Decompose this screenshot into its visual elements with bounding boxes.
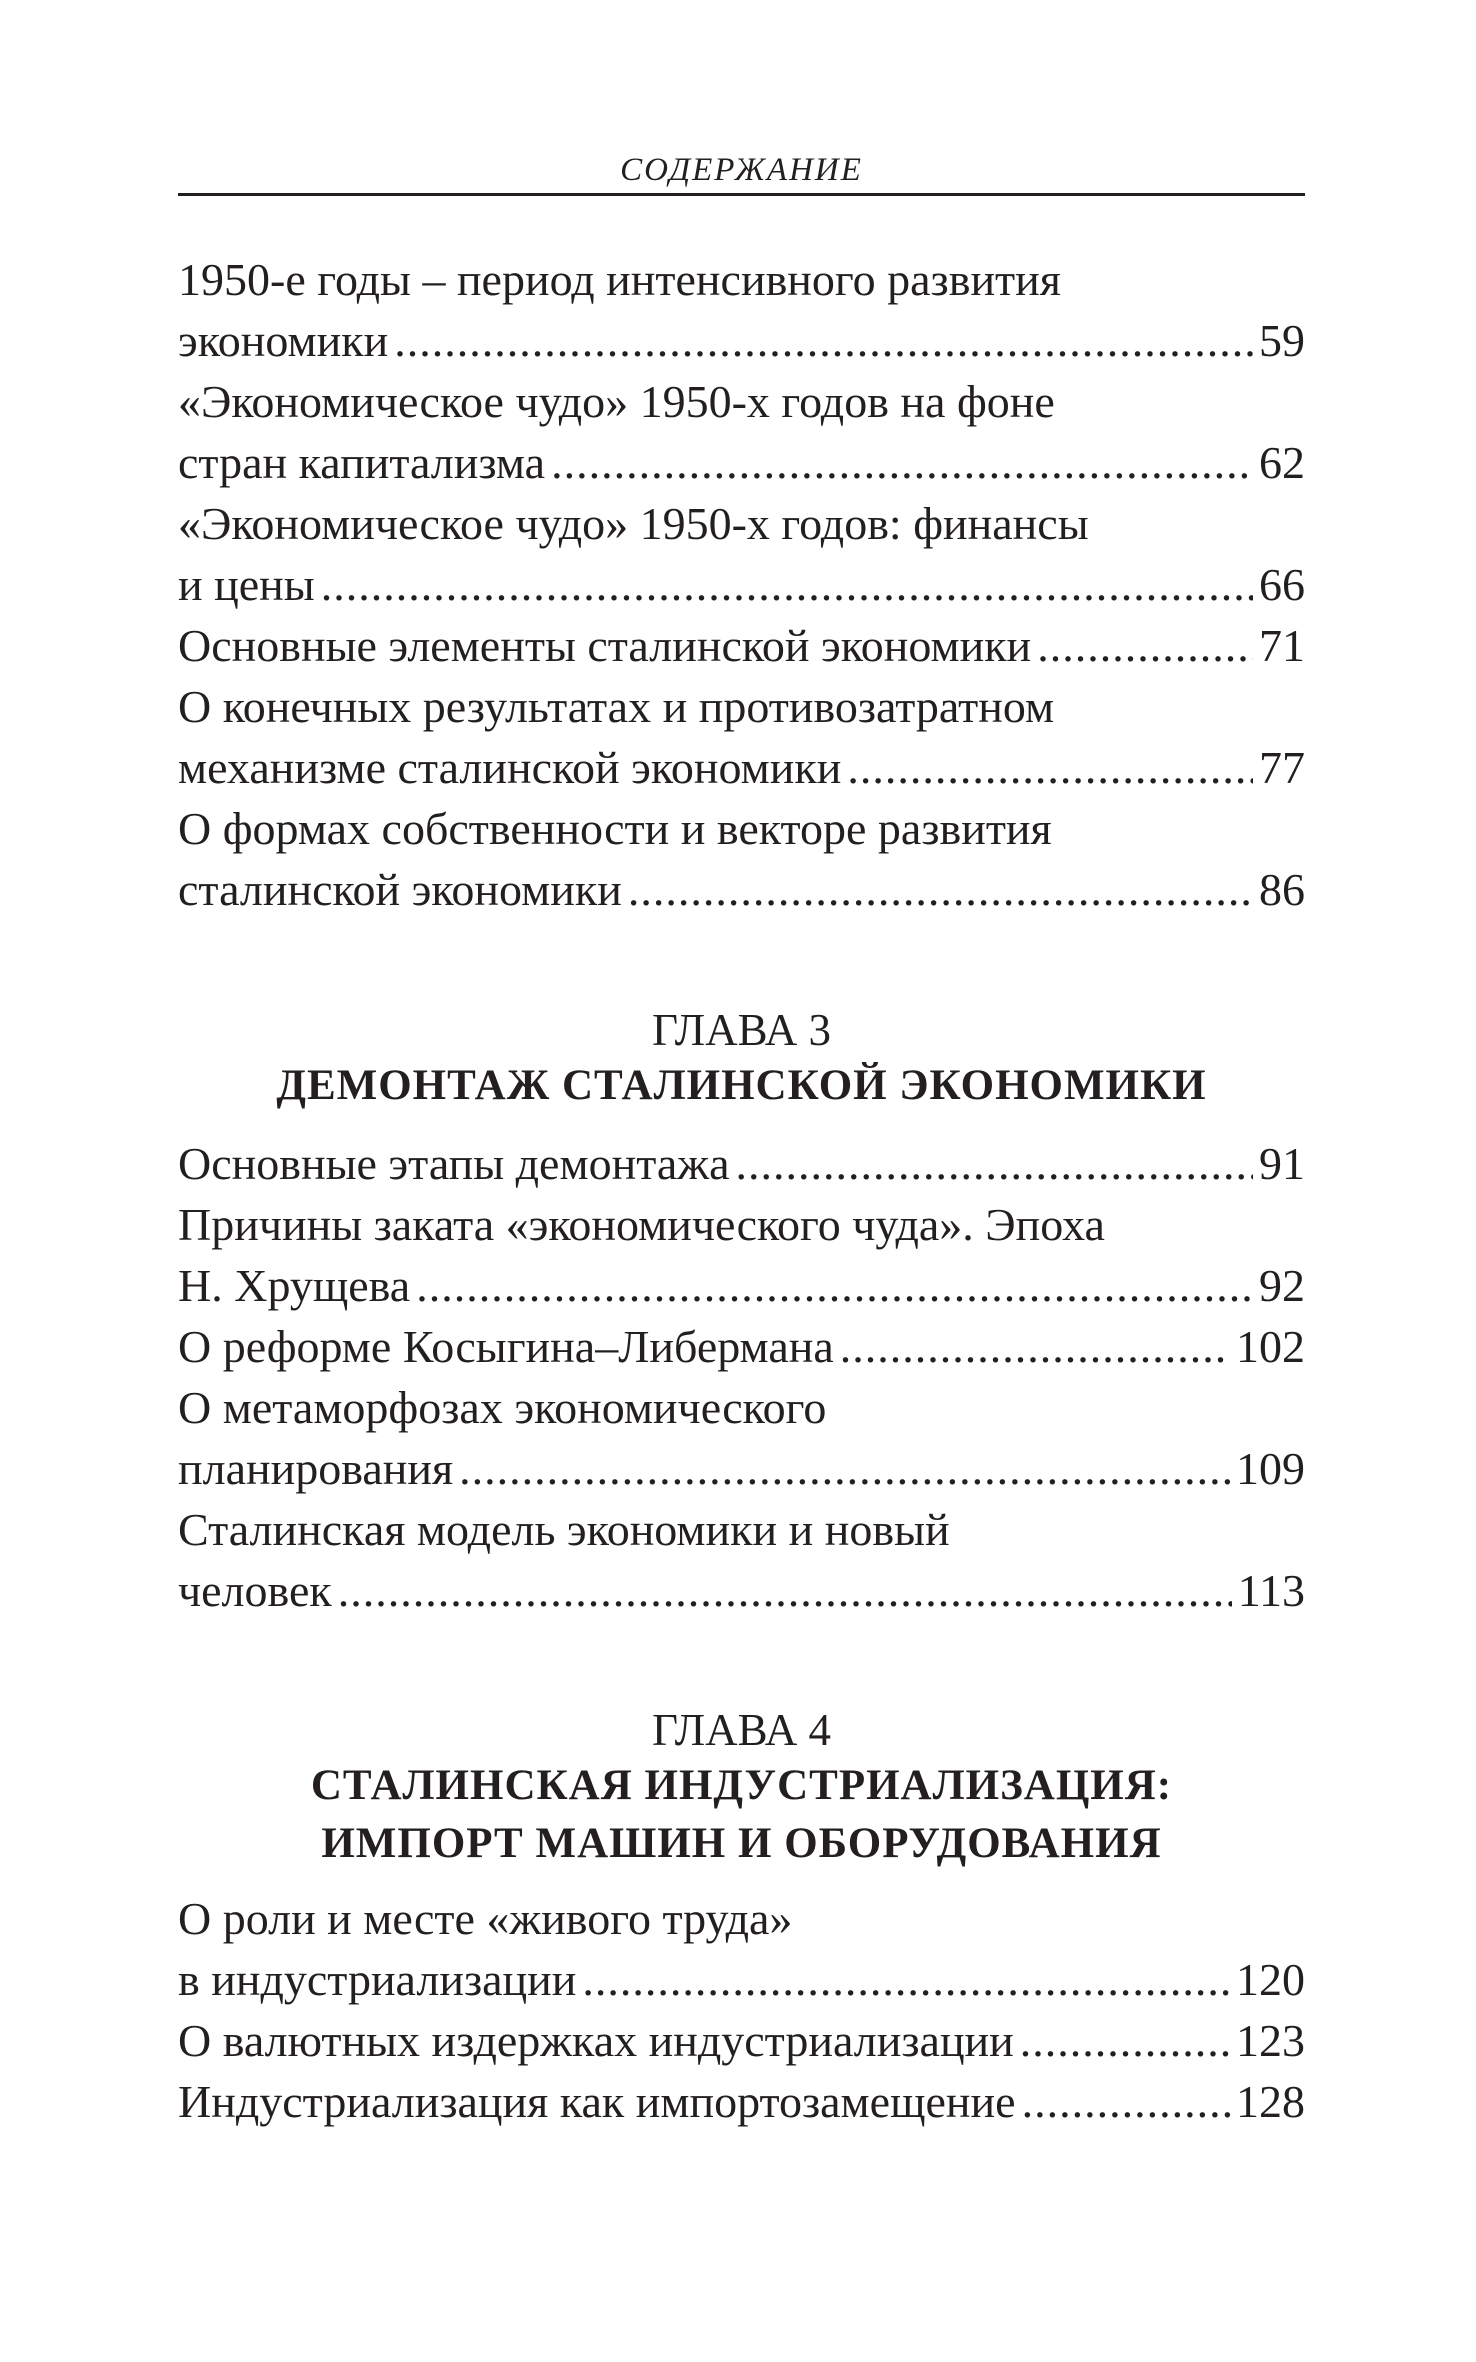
toc-entry[interactable] (178, 1194, 1305, 1316)
dot-leader (394, 310, 1253, 371)
toc-section-chapter-3 (178, 1133, 1305, 1621)
toc-entry-title-end: экономики (178, 315, 389, 366)
toc-entry[interactable] (178, 493, 1305, 615)
toc-entry-title-line: Причины заката «экономического чуда». Эпоха (178, 1199, 1105, 1250)
page-number: 91 (1259, 1138, 1305, 1189)
dot-leader (1020, 2010, 1230, 2071)
toc-entry-title-end: О валютных издержках индустриализации (178, 2015, 1014, 2066)
dot-leader (582, 1949, 1230, 2010)
toc-entry[interactable] (178, 798, 1305, 920)
toc-entry-title-line: «Экономическое чудо» 1950-х годов: финансы (178, 498, 1089, 549)
toc-entry-title-end: О реформе Косыгина–Либермана (178, 1321, 834, 1372)
chapter-4-heading (178, 1703, 1305, 1873)
page-number: 77 (1259, 742, 1305, 793)
chapter-title: СТАЛИНСКАЯ ИНДУСТРИАЛИЗАЦИЯ: (310, 1762, 1173, 1809)
chapter-title: ИМПОРТ МАШИН И ОБОРУДОВАНИЯ (321, 1820, 1162, 1867)
page-number: 59 (1259, 315, 1305, 366)
page-number: 102 (1236, 1321, 1305, 1372)
toc-entry[interactable] (178, 249, 1305, 371)
chapter-3-heading (178, 1003, 1305, 1115)
toc-section-1 (178, 249, 1305, 920)
toc-entry-title-end: стран капитализма (178, 437, 546, 488)
dot-leader (416, 1255, 1253, 1316)
page-number: 66 (1259, 559, 1305, 610)
toc-section-chapter-4 (178, 1888, 1305, 2132)
toc-entry-title-end: Индустриализация как импортозамещение (178, 2076, 1016, 2127)
dot-leader (1022, 2071, 1230, 2132)
page-number: 109 (1236, 1443, 1305, 1494)
toc-entry[interactable] (178, 676, 1305, 798)
page-number: 92 (1259, 1260, 1305, 1311)
header-rule (178, 193, 1305, 196)
toc-entry-title-line: О конечных результатах и противозатратном (178, 681, 1055, 732)
toc-entry-title-line: О метаморфозах экономического (178, 1382, 827, 1433)
page-number: 62 (1259, 437, 1305, 488)
toc-entry[interactable] (178, 1316, 1305, 1377)
dot-leader (628, 859, 1253, 920)
dot-leader (1037, 615, 1253, 676)
toc-entry[interactable] (178, 615, 1305, 676)
page-number: 128 (1236, 2076, 1305, 2127)
toc-entry-title-end: человек (178, 1565, 332, 1616)
chapter-title: ДЕМОНТАЖ СТАЛИНСКОЙ ЭКОНОМИКИ (276, 1062, 1207, 1109)
page-number: 113 (1237, 1565, 1305, 1616)
running-head: СОДЕРЖАНИЕ (620, 152, 863, 188)
dot-leader (847, 737, 1253, 798)
chapter-label: ГЛАВА 3 (651, 1005, 832, 1055)
page-number: 86 (1259, 864, 1305, 915)
page-number: 71 (1259, 620, 1305, 671)
dot-leader (735, 1133, 1253, 1194)
toc-entry[interactable] (178, 2071, 1305, 2132)
toc-entry-title-end: Основные элементы сталинской экономики (178, 620, 1032, 671)
toc-entry[interactable] (178, 1499, 1305, 1621)
dot-leader (459, 1438, 1230, 1499)
toc-entry-title-line: 1950-е годы – период интенсивного развития (178, 254, 1061, 305)
toc-entry-title-line: Сталинская модель экономики и новый (178, 1504, 950, 1555)
toc-entry-title-line: «Экономическое чудо» 1950-х годов на фоне (178, 376, 1055, 427)
page-number: 120 (1236, 1954, 1305, 2005)
toc-entry[interactable] (178, 1133, 1305, 1194)
toc-entry-title-end: сталинской экономики (178, 864, 622, 915)
toc-entry[interactable] (178, 371, 1305, 493)
chapter-label: ГЛАВА 4 (651, 1705, 832, 1755)
toc-entry-title-end: Основные этапы демонтажа (178, 1138, 730, 1189)
toc-entry-title-end: планирования (178, 1443, 454, 1494)
toc-entry[interactable] (178, 1377, 1305, 1499)
dot-leader (551, 432, 1253, 493)
toc-entry-title-end: Н. Хрущева (178, 1260, 411, 1311)
page-number: 123 (1236, 2015, 1305, 2066)
dot-leader (338, 1560, 1232, 1621)
toc-entry[interactable] (178, 2010, 1305, 2071)
toc-entry-title-end: и цены (178, 559, 315, 610)
toc-entry-title-line: О роли и месте «живого труда» (178, 1893, 793, 1944)
dot-leader (321, 554, 1253, 615)
toc-entry-title-end: механизме сталинской экономики (178, 742, 842, 793)
toc-entry-title-end: в индустриализации (178, 1954, 577, 2005)
toc-entry-title-line: О формах собственности и векторе развития (178, 803, 1052, 854)
dot-leader (840, 1316, 1230, 1377)
toc-entry[interactable] (178, 1888, 1305, 2010)
